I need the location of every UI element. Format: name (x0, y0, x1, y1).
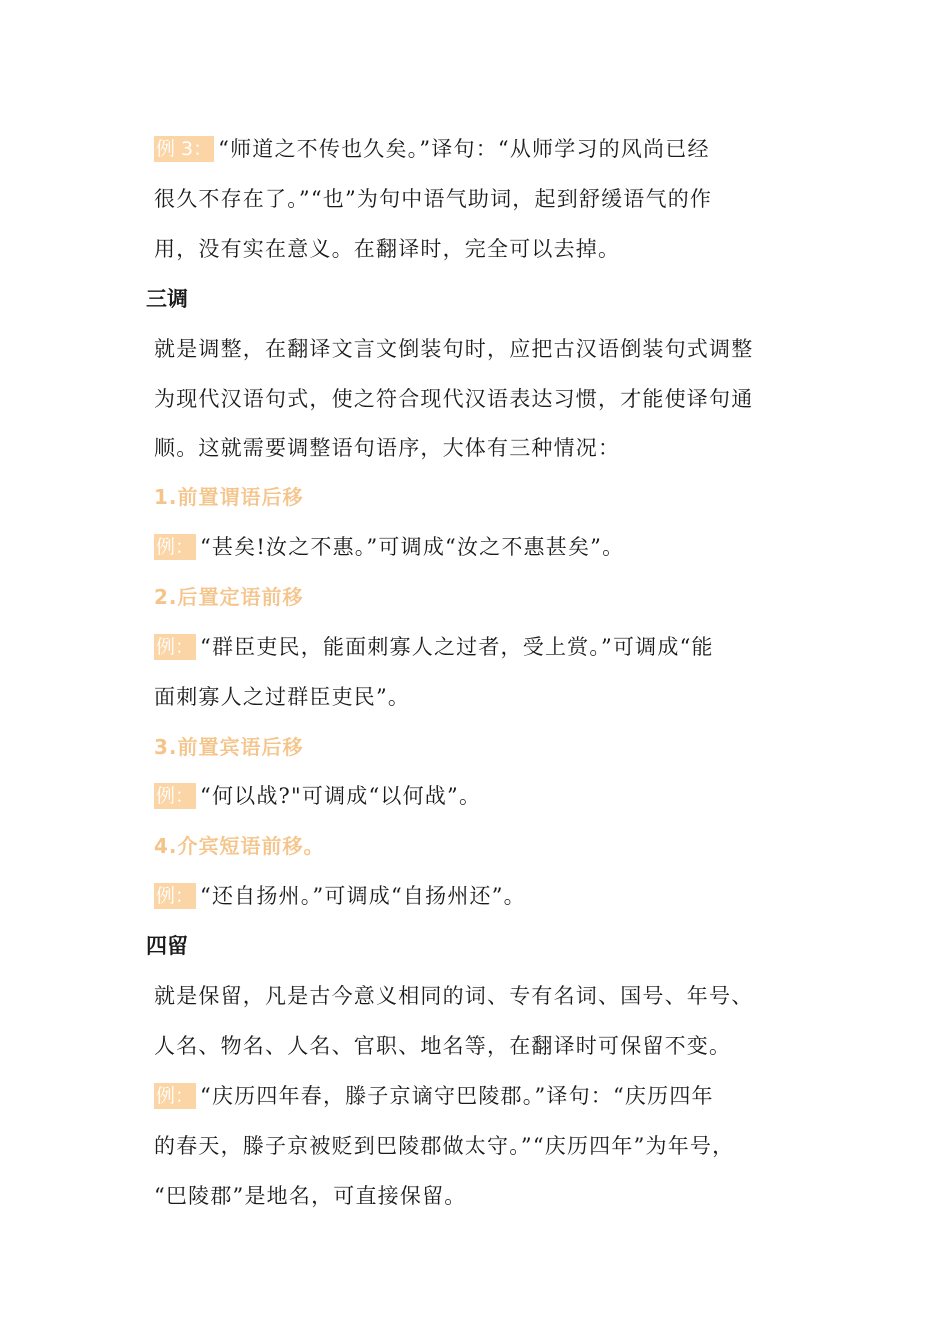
example-line-continued: 面刺寡人之过群臣吏民”。 (154, 685, 411, 709)
paragraph-line: 就是保留，凡是古今意义相同的词、专有名词、国号、年号、 (154, 984, 754, 1008)
paragraph-line: 就是调整，在翻译文言文倒装句时，应把古汉语倒装句式调整 (154, 337, 754, 361)
example-text: “群臣吏民，能面刺寡人之过者，受上赏。”可调成“能 (200, 635, 714, 659)
subheading-1: 1.前置谓语后移 (154, 485, 304, 509)
example-3-line-1 (154, 134, 710, 164)
example-tag: 例： (156, 885, 195, 907)
section-heading-san-tiao: 三调 (146, 287, 188, 311)
paragraph-line: 人名、物名、人名、官职、地名等，在翻译时可保留不变。 (154, 1034, 732, 1058)
example-line-continued: 的春天，滕子京被贬到巴陵郡做太守。”“庆历四年”为年号， (154, 1134, 735, 1158)
example-3-line-3: 用，没有实在意义。在翻译时，完全可以去掉。 (154, 237, 621, 261)
paragraph-line: 为现代汉语句式，使之符合现代汉语表达习惯，才能使译句通 (154, 387, 754, 411)
example-text: “庆历四年春，滕子京谪守巴陵郡。”译句：“庆历四年 (200, 1084, 714, 1108)
section-heading-si-liu: 四留 (146, 934, 188, 958)
example-3-line-2: 很久不存在了。”“也”为句中语气助词，起到舒缓语气的作 (154, 187, 713, 211)
example-text: “还自扬州。”可调成“自扬州还”。 (200, 884, 526, 908)
example-text: “师道之不传也久矣。”译句：“从师学习的风尚已经 (218, 137, 710, 161)
example-text: “甚矣!汝之不惠。”可调成“汝之不惠甚矣”。 (200, 535, 625, 559)
example-text: “何以战?"可调成“以何战”。 (200, 784, 482, 808)
example-line (154, 632, 714, 662)
example-line-continued: “巴陵郡”是地名，可直接保留。 (154, 1184, 467, 1208)
example-tag: 例 3： (156, 138, 213, 160)
subheading-4: 4.介宾短语前移。 (154, 834, 325, 858)
example-tag: 例： (156, 636, 195, 658)
example-tag: 例： (156, 536, 195, 558)
paragraph-line: 顺。这就需要调整语句语序，大体有三种情况： (154, 436, 621, 460)
example-line (154, 881, 526, 911)
subheading-2: 2.后置定语前移 (154, 585, 304, 609)
example-tag: 例： (156, 1085, 195, 1107)
example-line (154, 1081, 714, 1111)
example-line (154, 532, 624, 562)
example-line (154, 781, 481, 811)
example-tag: 例： (156, 785, 195, 807)
subheading-3: 3.前置宾语后移 (154, 735, 304, 759)
